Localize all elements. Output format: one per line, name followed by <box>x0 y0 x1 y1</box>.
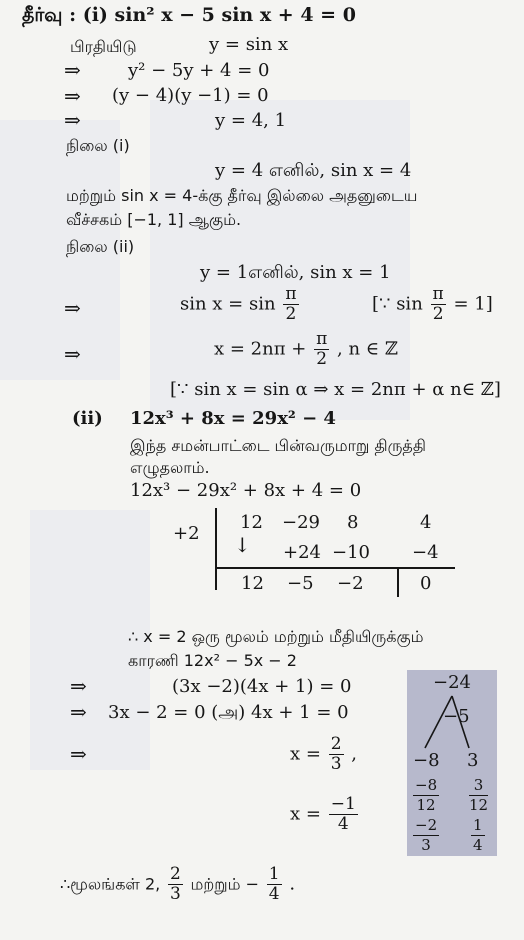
final-frac-b: $\frac{1}{4}$ <box>268 864 280 904</box>
coef-2: −29 <box>282 512 320 533</box>
general-solution-note: [∵ sin x = sin α ⇒ x = 2nπ + α n∈ ℤ] <box>170 379 501 400</box>
factor-tree-box <box>407 670 497 856</box>
substitute-label: பிரதியிடு <box>70 37 137 56</box>
case-2-general-x <box>214 330 398 369</box>
x-left: x = 2nπ + <box>214 338 307 360</box>
product-value: −24 <box>433 672 471 693</box>
right-factor: 3 <box>467 750 479 771</box>
result-1: 12 <box>241 573 264 594</box>
frac-2: $\frac{3}{12}$ <box>469 776 489 814</box>
frac-1: $\frac{-8}{12}$ <box>415 776 438 814</box>
root-line-2: காரணி 12x² − 5x − 2 <box>128 651 297 670</box>
down-arrow: ↓ <box>234 533 251 557</box>
equation-step-3: y = 4, 1 <box>215 110 287 131</box>
left-factor: −8 <box>413 750 440 771</box>
rearranged-equation: 12x³ − 29x² + 8x + 4 = 0 <box>130 480 362 501</box>
case-2-label: நிலை (ii) <box>66 237 135 256</box>
frac-3: $\frac{-2}{3}$ <box>415 816 438 854</box>
case-2-line: y = 1எனில், sin x = 1 <box>200 262 391 283</box>
case-1-line: y = 4 எனில், sin x = 4 <box>215 160 412 181</box>
final-frac-a: $\frac{2}{3}$ <box>169 864 181 904</box>
x-right: , n ∈ ℤ <box>337 338 398 360</box>
implies-arrow: ⇒ <box>70 674 87 698</box>
part-2-label: (ii) <box>72 408 103 429</box>
case-1-note-line-2: வீச்சகம் [−1, 1] ஆகும். <box>66 210 242 229</box>
rewrite-line-1: இந்த சமன்பாட்டை பின்வருமாறு திருத்தி <box>130 436 426 455</box>
remainder-box-left <box>397 567 399 597</box>
final-prefix: ∴மூலங்கள் 2, <box>60 874 161 894</box>
implies-arrow: ⇒ <box>64 296 81 320</box>
pi-over-2-fraction: $\frac{\pi}{2}$ <box>285 284 297 324</box>
implies-arrow: ⇒ <box>64 84 81 108</box>
root-a: x = $\frac{2}{3}$ , <box>290 734 357 774</box>
product-3: −4 <box>412 542 439 563</box>
pi-over-2-fraction: $\frac{\pi}{2}$ <box>316 329 328 369</box>
bleed-through-shade <box>150 100 410 420</box>
x-equals: x = <box>290 803 321 825</box>
x-equals: x = <box>290 743 321 765</box>
coef-1: 12 <box>240 512 263 533</box>
final-mid: மற்றும் − <box>190 874 260 894</box>
case-1-note-line-1: மற்றும் sin x = 4-க்கு தீர்வு இல்லை அதனுடைய <box>66 186 418 205</box>
root-line-1: ∴ x = 2 ஒரு மூலம் மற்றும் மீதியிருக்கும் <box>128 627 424 646</box>
because-end: = 1] <box>453 293 493 315</box>
result-3: −2 <box>337 573 364 594</box>
case-1-label: நிலை (i) <box>66 136 130 155</box>
coef-3: 8 <box>347 512 359 533</box>
division-horizontal-line <box>215 567 455 569</box>
product-2: −10 <box>332 542 370 563</box>
implies-arrow: ⇒ <box>64 108 81 132</box>
implies-arrow: ⇒ <box>64 58 81 82</box>
final-roots <box>60 865 295 904</box>
root-b-fraction: $\frac{-1}{4}$ <box>330 794 356 834</box>
coef-4: 4 <box>420 512 432 533</box>
implies-arrow: ⇒ <box>64 342 81 366</box>
root-b <box>290 795 360 834</box>
frac-4: $\frac{1}{4}$ <box>473 816 483 854</box>
substitute-expr: y = sin x <box>209 34 289 55</box>
case-2-because <box>372 285 493 324</box>
division-vertical-line <box>215 508 217 590</box>
final-end: . <box>289 873 296 895</box>
case-2-sin-equation <box>180 285 301 324</box>
remainder: 0 <box>420 573 432 594</box>
implies-arrow: ⇒ <box>70 742 87 766</box>
result-2: −5 <box>287 573 314 594</box>
implies-arrow: ⇒ <box>70 700 87 724</box>
equation-step-2: (y − 4)(y −1) = 0 <box>112 85 269 106</box>
sin-left: sin x = sin <box>180 293 276 315</box>
factored-equation: (3x −2)(4x + 1) = 0 <box>172 676 352 697</box>
solution-heading: தீர்வு : (i) sin² x − 5 sin x + 4 = 0 <box>22 4 356 26</box>
because-sin: [∵ sin <box>372 293 423 315</box>
equation-step-1: y² − 5y + 4 = 0 <box>128 60 270 81</box>
rewrite-line-2: எழுதலாம். <box>130 458 210 477</box>
linear-factors: 3x − 2 = 0 (அ) 4x + 1 = 0 <box>108 702 349 723</box>
divisor: +2 <box>173 523 200 544</box>
pi-over-2-fraction: $\frac{\pi}{2}$ <box>432 284 444 324</box>
product-1: +24 <box>283 542 321 563</box>
root-a-fraction: $\frac{2}{3}$ <box>330 734 342 774</box>
sum-value: −5 <box>443 706 470 727</box>
part-2-equation: 12x³ + 8x = 29x² − 4 <box>130 408 336 429</box>
